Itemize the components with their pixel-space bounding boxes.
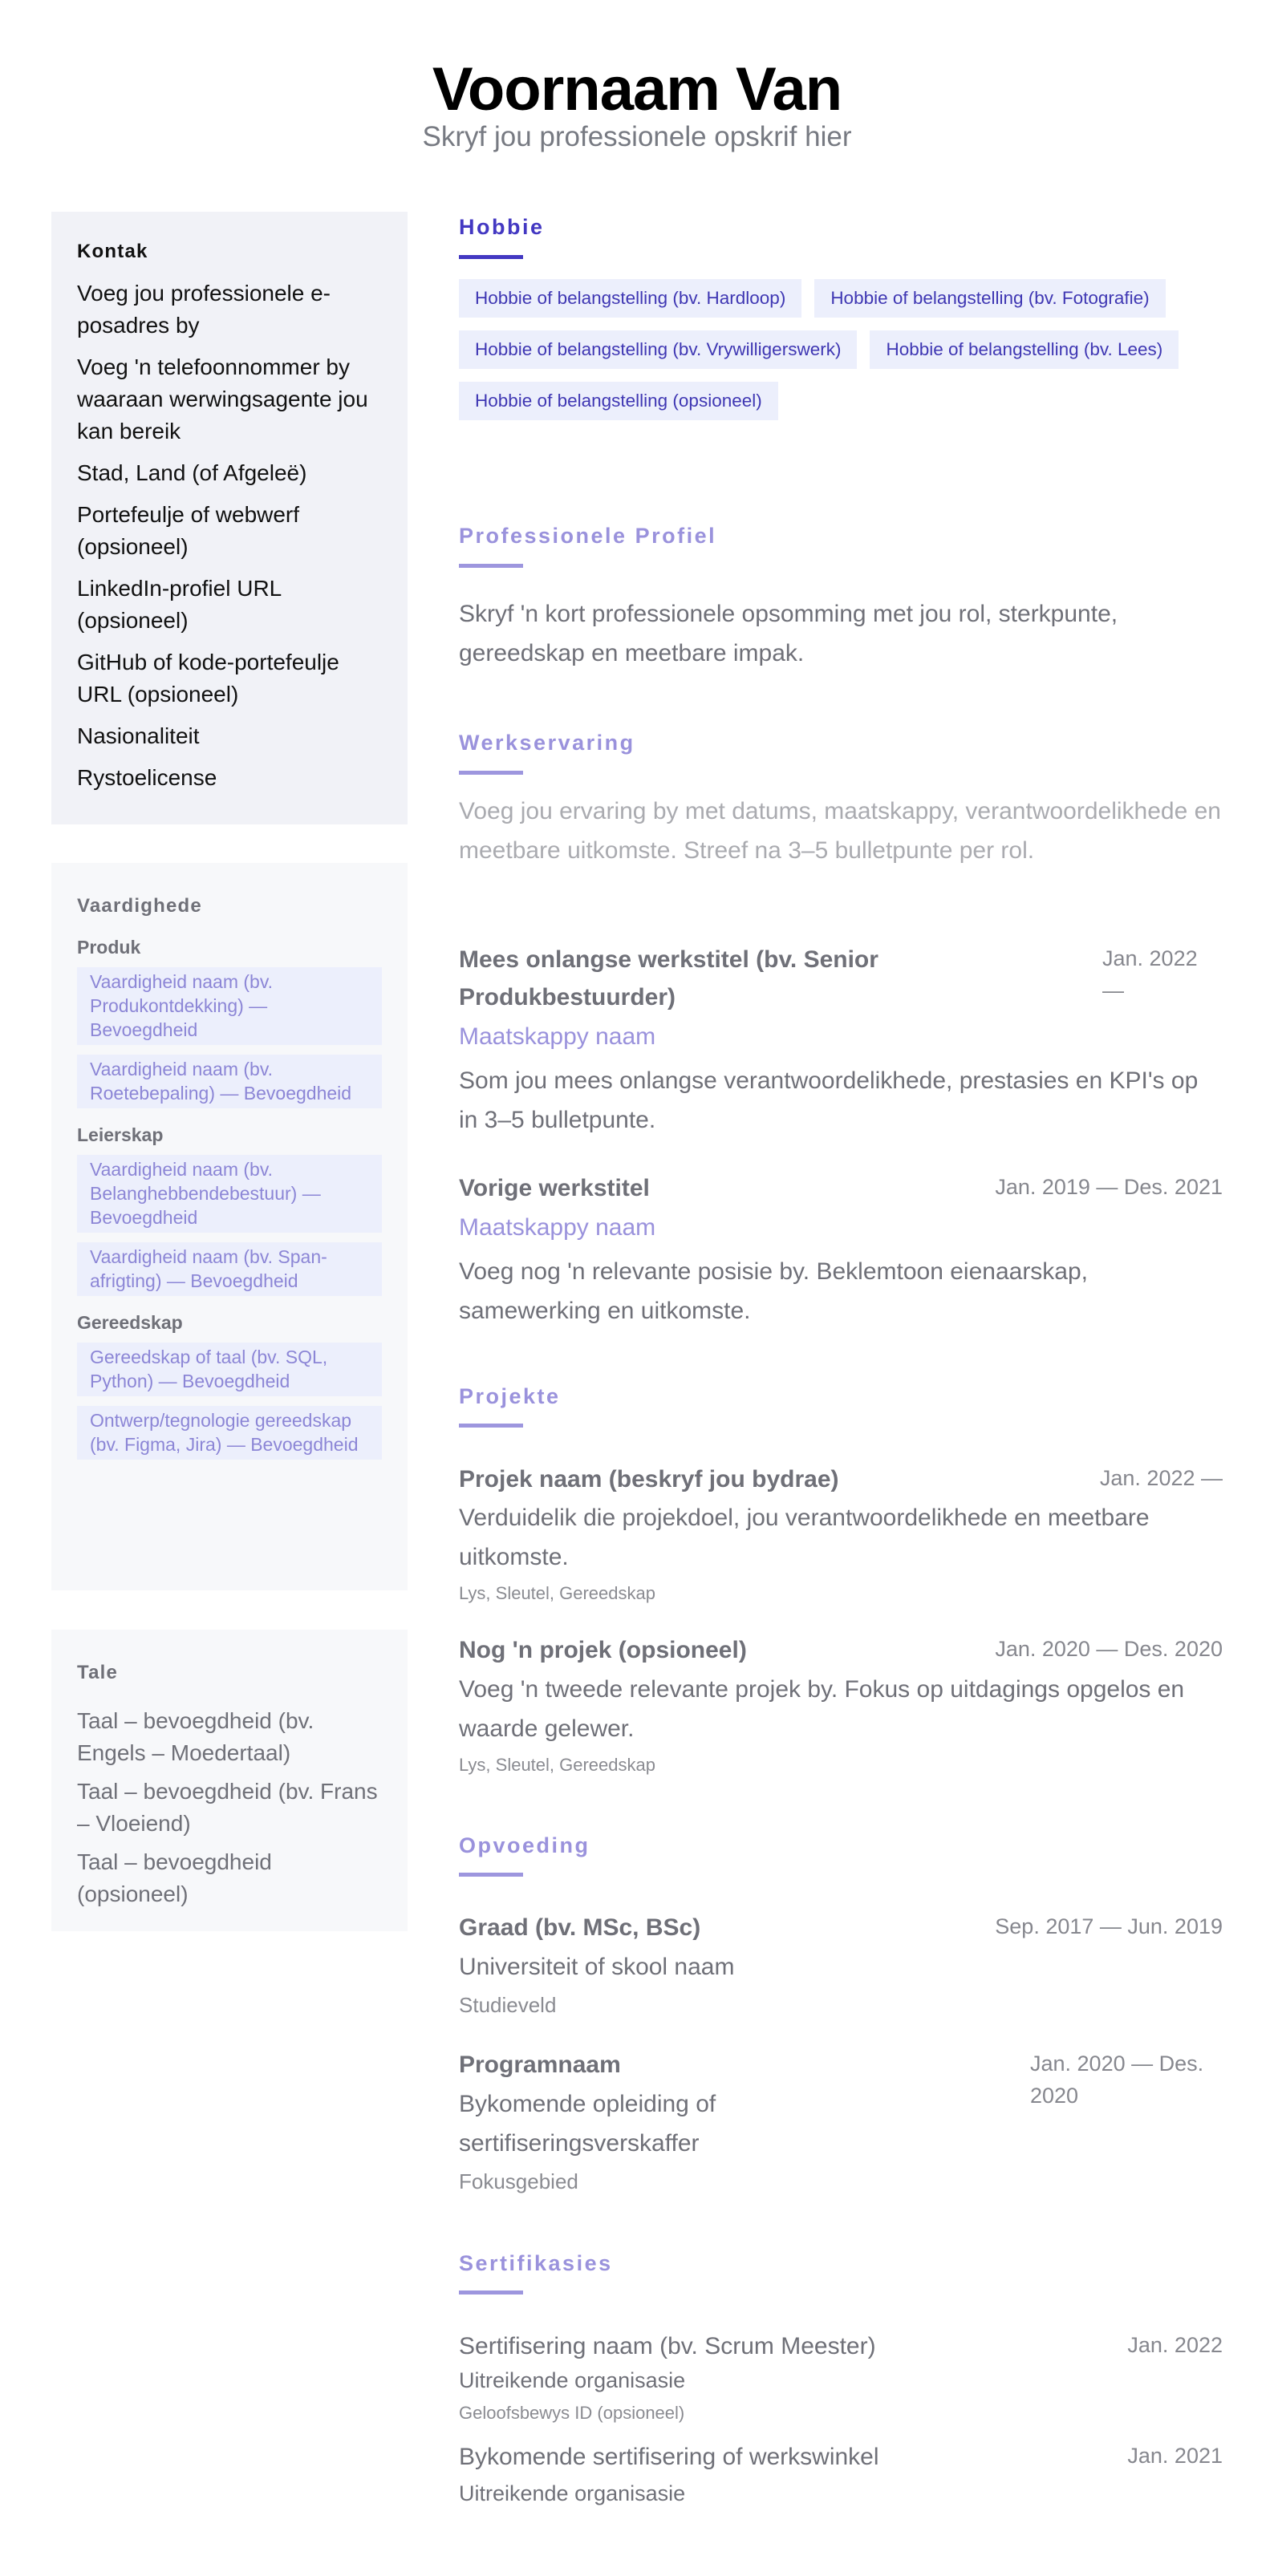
section-divider — [459, 771, 523, 775]
languages-panel — [51, 1630, 408, 1931]
skill-chip: Ontwerp/tegnologie gereedskap (bv. Figma, Jira) — Bevoegdheid — [77, 1406, 382, 1460]
job-description: Som jou mees onlangse verantwoordelikhede, prestasies en KPI's op in 3–5 bulletpunte. — [459, 1067, 1199, 1133]
section-divider — [459, 2290, 523, 2295]
project-header — [459, 1631, 1223, 1669]
section-divider — [459, 1424, 523, 1428]
language-item: Taal – bevoegdheid (bv. Engels – Moedertaal) — [77, 1708, 314, 1765]
focus-area: Fokusgebied — [459, 2169, 578, 2193]
project-title: Projek naam (beskryf jou bydrae) — [459, 1466, 839, 1493]
profile-summary: Skryf 'n kort professionele opsomming met jou rol, sterkpunte, gereedskap en meetbare impak. — [459, 601, 1118, 666]
certification-date: Jan. 2021 — [1127, 2444, 1223, 2468]
job-company: Maatskappy naam — [459, 1023, 656, 1050]
job-header — [459, 941, 1223, 1016]
credential-id: Geloofsbewys ID (opsioneel) — [459, 2403, 685, 2423]
job-header — [459, 1169, 1223, 1207]
section-divider — [459, 1873, 523, 1877]
skill-chip: Vaardigheid naam (bv. Belanghebbendebestuur) — Bevoegdheid — [77, 1155, 382, 1233]
contact-portfolio[interactable]: Portefeulje of webwerf (opsioneel) — [77, 502, 300, 559]
project-description: Verduidelik die projekdoel, jou verantwoordelikhede en meetbare uitkomste. — [459, 1505, 1150, 1570]
section-title-certifications: Sertifikasies — [459, 2251, 613, 2275]
contact-list — [77, 277, 382, 794]
job-title: Mees onlangse werkstitel (bv. Senior Produkbestuurder) — [459, 946, 878, 1011]
languages-title: Tale — [77, 1662, 119, 1683]
contact-location: Stad, Land (of Afgeleë) — [77, 460, 307, 485]
contact-panel — [51, 212, 408, 824]
contact-nationality: Nasionaliteit — [77, 723, 200, 748]
job-description: Voeg nog 'n relevante posisie by. Beklemtoon eienaarskap, samewerking en uitkomste. — [459, 1258, 1089, 1324]
section-title-education: Opvoeding — [459, 1833, 590, 1857]
section-title-projects: Projekte — [459, 1384, 561, 1408]
contact-github[interactable]: GitHub of kode-portefeulje URL (opsioneel) — [77, 650, 339, 707]
skill-group-label: Gereedskap — [77, 1312, 183, 1333]
job-title: Vorige werkstitel — [459, 1175, 650, 1201]
job-company: Maatskappy naam — [459, 1214, 656, 1241]
degree-title: Graad (bv. MSc, BSc) — [459, 1914, 701, 1941]
skills-title: Vaardighede — [77, 895, 202, 917]
languages-list — [77, 1705, 382, 1910]
certification-issuer: Uitreikende organisasie — [459, 2368, 686, 2392]
certification-header — [459, 2327, 1223, 2365]
skill-group-label: Leierskap — [77, 1124, 164, 1145]
certification-title: Sertifisering naam (bv. Scrum Meester) — [459, 2333, 876, 2359]
hobby-tags — [459, 279, 1223, 420]
language-item: Taal – bevoegdheid (bv. Frans – Vloeiend) — [77, 1779, 378, 1836]
project-date: Jan. 2022 — — [1099, 1466, 1223, 1490]
contact-license: Rystoelicense — [77, 765, 217, 790]
project-title: Nog 'n projek (opsioneel) — [459, 1637, 747, 1663]
contact-title: Kontak — [77, 241, 148, 262]
contact-email[interactable]: Voeg jou professionele e-posadres by — [77, 281, 331, 338]
section-title-profile: Professionele Profiel — [459, 524, 717, 548]
job-date: Jan. 2022 — — [1102, 946, 1198, 1002]
hobby-tag: Hobbie of belangstelling (bv. Lees) — [870, 330, 1179, 369]
project-description: Voeg 'n tweede relevante projek by. Fokus op uitdagings opgelos en waarde gelewer. — [459, 1676, 1185, 1742]
skill-group-label: Produk — [77, 937, 141, 958]
skills-panel — [51, 863, 408, 1590]
skill-chip: Vaardigheid naam (bv. Span-afrigting) — Bevoegdheid — [77, 1242, 382, 1296]
hobby-tag: Hobbie of belangstelling (opsioneel) — [459, 382, 778, 420]
section-divider — [459, 564, 523, 568]
skill-chip: Gereedskap of taal (bv. SQL, Python) — Bevoegdheid — [77, 1343, 382, 1396]
section-title-hobbies: Hobbie — [459, 215, 545, 239]
section-divider — [459, 255, 523, 259]
program-title: Programnaam — [459, 2051, 621, 2078]
headline: Skryf jou professionele opskrif hier — [422, 121, 852, 152]
language-item: Taal – bevoegdheid (opsioneel) — [77, 1849, 272, 1906]
certification-issuer: Uitreikende organisasie — [459, 2481, 686, 2505]
skill-chip: Vaardigheid naam (bv. Roetebepaling) — Bevoegdheid — [77, 1055, 382, 1108]
contact-phone[interactable]: Voeg 'n telefoonnommer by waaraan werwingsagente jou kan bereik — [77, 354, 368, 444]
certification-header — [459, 2438, 1223, 2476]
education-header — [459, 1909, 1223, 1946]
contact-linkedin[interactable]: LinkedIn-profiel URL (opsioneel) — [77, 576, 282, 633]
certification-title: Bykomende sertifisering of werkswinkel — [459, 2444, 879, 2470]
school-name: Universiteit of skool naam — [459, 1954, 735, 1980]
section-title-experience: Werkservaring — [459, 731, 635, 755]
certification-date: Jan. 2022 — [1127, 2333, 1223, 2357]
full-name: Voornaam Van — [432, 55, 842, 124]
hobby-tag: Hobbie of belangstelling (bv. Fotografie) — [814, 279, 1165, 318]
project-tags: Lys, Sleutel, Gereedskap — [459, 1755, 655, 1775]
hobby-tag: Hobbie of belangstelling (bv. Hardloop) — [459, 279, 801, 318]
project-tags: Lys, Sleutel, Gereedskap — [459, 1583, 655, 1603]
field-of-study: Studieveld — [459, 1993, 557, 2017]
project-header — [459, 1460, 1223, 1498]
skill-chip: Vaardigheid naam (bv. Produkontdekking) — Bevoegdheid — [77, 967, 382, 1045]
project-date: Jan. 2020 — Des. 2020 — [995, 1637, 1223, 1661]
experience-intro: Voeg jou ervaring by met datums, maatskappy, verantwoordelikhede en meetbare uitkomste. Streef na 3–5 bulletpunte per rol. — [459, 798, 1221, 864]
education-date: Jan. 2020 — Des. 2020 — [1030, 2051, 1204, 2108]
hobby-tag: Hobbie of belangstelling (bv. Vrywilligerswerk) — [459, 330, 857, 369]
education-date: Sep. 2017 — Jun. 2019 — [995, 1914, 1223, 1938]
job-date: Jan. 2019 — Des. 2021 — [995, 1175, 1223, 1199]
school-name: Bykomende opleiding of sertifiseringsverskaffer — [459, 2091, 716, 2157]
